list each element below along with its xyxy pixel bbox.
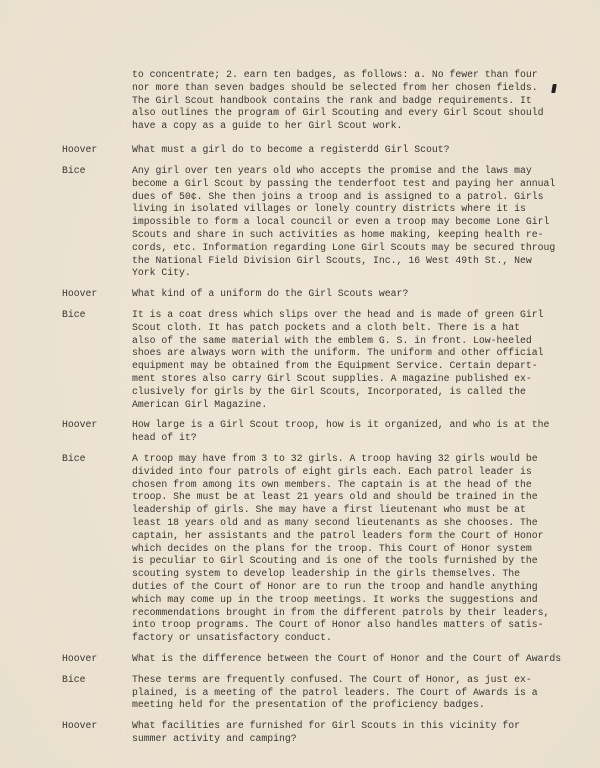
dialogue-text xyxy=(132,309,544,411)
speaker-name: Bice xyxy=(62,673,86,685)
text-line: leadership of girls. She may have a first lieutenant who must be at xyxy=(132,504,526,516)
text-line: cords, etc. Information regarding Lone Girl Scouts may be secured throug xyxy=(132,241,556,253)
text-line: These terms are frequently confused. The Court of Honor, as just ex- xyxy=(132,673,532,685)
text-line: also of the same material with the emblem G. S. in front. Low-heeled xyxy=(132,334,532,346)
text-line: What is the difference between the Court of Honor and the Court of Awards xyxy=(132,653,562,664)
text-line: summer activity and camping? xyxy=(132,732,297,744)
speaker-name: Hoover xyxy=(62,653,98,664)
text-line: the National Field Division Girl Scouts, Inc., 16 West 49th St., New xyxy=(132,254,532,266)
text-line: least 18 years old and as many second lieutenants as she chooses. The xyxy=(132,516,538,528)
text-line: impossible to form a local council or even a troop may become Lone Girl xyxy=(132,216,550,228)
text-line: also outlines the program of Girl Scouting and every Girl Scout should xyxy=(132,107,544,119)
text-line: nor more than seven badges should be selected from her chosen fields. xyxy=(132,81,538,93)
speaker-name: Bice xyxy=(62,309,86,320)
text-line: meeting held for the presentation of the proficiency badges. xyxy=(132,699,485,711)
text-line: York City. xyxy=(132,267,191,279)
dialogue-text xyxy=(132,288,408,301)
dialogue-text xyxy=(132,720,520,746)
speaker-name: Hoover xyxy=(62,419,98,431)
text-line: become a Girl Scout by passing the tenderfoot test and paying her annual xyxy=(132,177,556,189)
dialogue-text xyxy=(132,69,544,133)
text-line: How large is a Girl Scout troop, how is it organized, and who is at the xyxy=(132,419,550,431)
text-line: chosen from among its own members. The captain is at the head of the xyxy=(132,478,532,490)
text-line: living in isolated villages or lonely country districts where it is xyxy=(132,203,526,215)
text-line: is peculiar to Girl Scouting and is one of the tools furnished by the xyxy=(132,555,538,567)
text-line: which decides on the plans for the troop. This Court of Honor system xyxy=(132,542,532,554)
text-line: into troop programs. The Court of Honor also handles matters of satis- xyxy=(132,619,544,631)
text-line: equipment may be obtained from the Equipment Service. Certain depart- xyxy=(132,360,538,372)
text-line: The Girl Scout handbook contains the rank and badge requirements. It xyxy=(132,94,532,106)
text-line: American Girl Magazine. xyxy=(132,398,268,410)
text-line: What must a girl do to become a registerdd Girl Scout? xyxy=(132,144,450,155)
dialogue-text xyxy=(132,653,561,666)
dialogue-text xyxy=(132,453,549,645)
text-line: clusively for girls by the Girl Scouts, Incorporated, is called the xyxy=(132,385,526,397)
text-line: duties of the Court of Honor are to run the troop and handle anything xyxy=(132,580,538,592)
speaker-name: Bice xyxy=(62,165,86,176)
text-line: scouting system to develop leadership in the girls themselves. The xyxy=(132,568,521,580)
text-line: dues of 50¢. She then joins a troop and is assigned to a patrol. Girls xyxy=(132,190,544,202)
speaker-name: Hoover xyxy=(62,288,98,300)
dialogue-text xyxy=(132,674,538,712)
dialogue-text xyxy=(132,144,449,157)
text-line: Any girl over ten years old who accepts the promise and the laws may xyxy=(132,165,532,176)
speaker-name: Bice xyxy=(62,453,86,464)
text-line: Scout cloth. It has patch pockets and a cloth belt. There is a hat xyxy=(132,321,521,333)
text-line: What kind of a uniform do the Girl Scouts wear? xyxy=(132,288,409,300)
text-line: head of it? xyxy=(132,432,197,444)
text-line: A troop may have from 3 to 32 girls. A troop having 32 girls would be xyxy=(132,453,538,464)
text-line: have a copy as a guide to her Girl Scout work. xyxy=(132,120,403,132)
text-line: captain, her assistants and the patrol leaders form the Court of Honor xyxy=(132,529,544,541)
margin-mark xyxy=(551,84,557,93)
text-line: It is a coat dress which slips over the head and is made of green Girl xyxy=(132,309,544,320)
text-line: What facilities are furnished for Girl Scouts in this vicinity for xyxy=(132,720,521,732)
text-line: to concentrate; 2. earn ten badges, as follows: a. No fewer than four xyxy=(132,69,538,80)
text-line: shoes are always worn with the uniform. The uniform and other official xyxy=(132,347,544,359)
dialogue-text xyxy=(132,165,555,280)
text-line: recommendations brought in from the different patrols by their leaders, xyxy=(132,606,550,618)
text-line: divided into four patrols of eight girls each. Each patrol leader is xyxy=(132,465,532,477)
text-line: plained, is a meeting of the patrol leaders. The Court of Awards is a xyxy=(132,686,538,698)
text-line: factory or unsatisfactory conduct. xyxy=(132,632,332,644)
text-line: troop. She must be at least 21 years old and should be trained in the xyxy=(132,491,538,503)
speaker-name: Hoover xyxy=(62,720,98,732)
dialogue-text xyxy=(132,419,549,445)
text-line: Scouts and share in such activities as home making, keeping health re- xyxy=(132,228,544,240)
text-line: which may come up in the troop meetings. It works the suggestions and xyxy=(132,593,538,605)
text-line: ment stores also carry Girl Scout supplies. A magazine published ex- xyxy=(132,372,532,384)
speaker-name: Hoover xyxy=(62,144,98,155)
